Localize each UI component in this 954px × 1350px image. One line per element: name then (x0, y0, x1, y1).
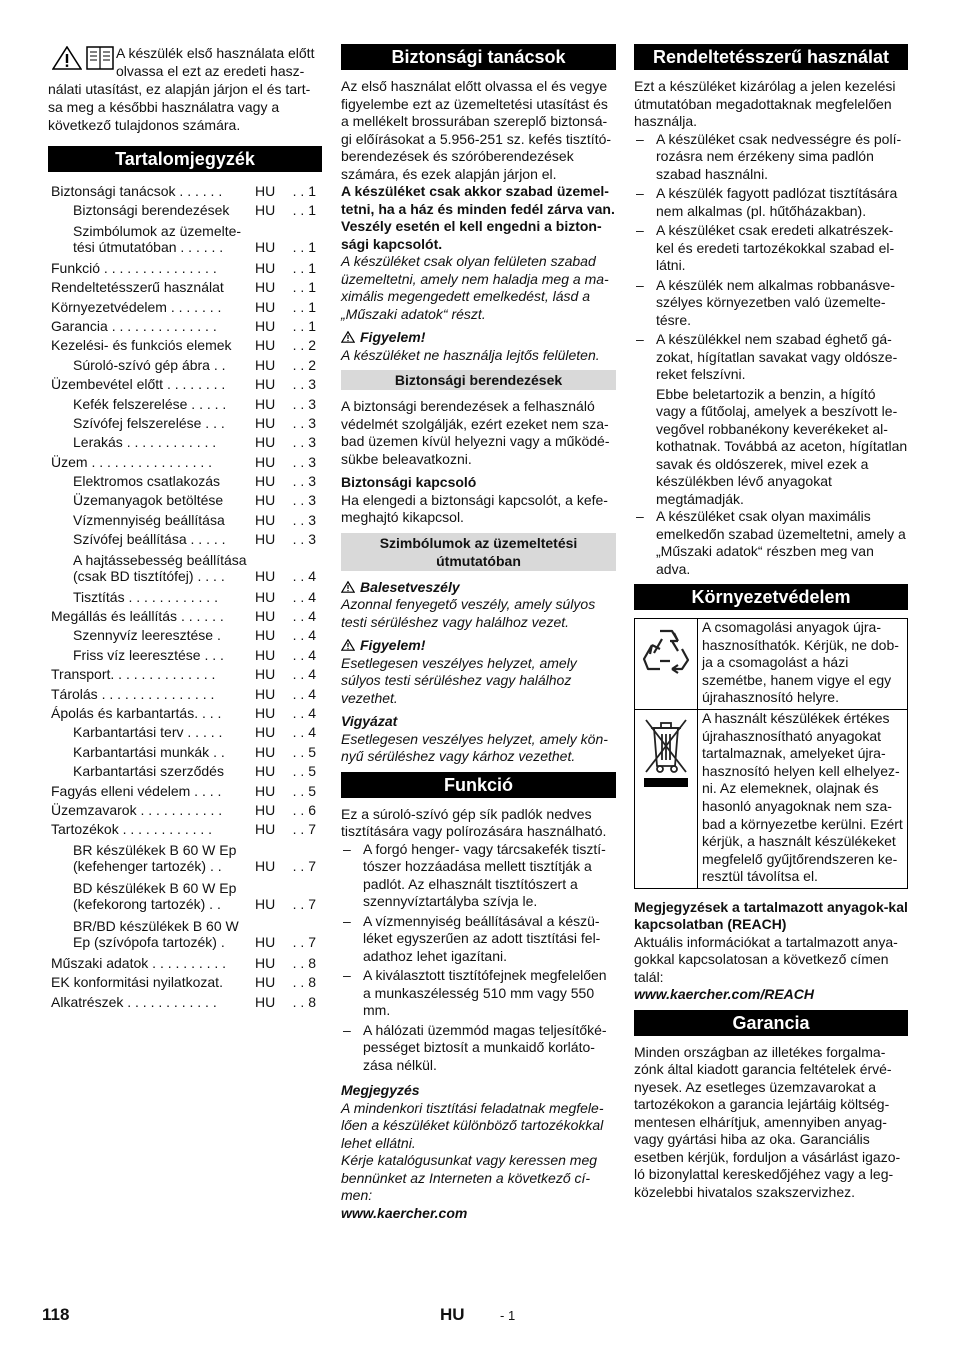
toc-item-lang: HU (255, 453, 276, 470)
footer-lang: HU (440, 1305, 465, 1324)
toc-item-page: . . 1 (292, 183, 316, 199)
env-row-devices (635, 709, 907, 888)
toc-item[interactable] (48, 820, 322, 839)
toc-item-page: . . 6 (292, 801, 316, 818)
toc-item[interactable] (48, 626, 322, 645)
toc-item-page: . . 1 (292, 298, 316, 315)
toc-item-title: Lerakás . . . . . . . . . . . . (73, 434, 217, 451)
toc-item[interactable] (48, 607, 322, 626)
switch-text: Ha elengedi a biztonsági kapcsolót, a kefe-meghajtó kikapcsol. (341, 491, 608, 525)
toc-item-page: . . 7 (292, 933, 316, 950)
list-item: – A vízmennyiség beállításával a készü-léket egyszerűen az adott tisztítási fel-adathoz lehet igazítani. (343, 912, 601, 964)
toc-item-lang: HU (255, 704, 276, 721)
toc-item-lang: HU (255, 511, 276, 528)
toc-item-lang: HU (255, 627, 276, 644)
reach-title: Megjegyzések a tartalmazott anyagok-kal kapcsolatban (REACH) (634, 898, 908, 933)
toc-item-title: Szívófej felszerelése . . . (73, 414, 225, 431)
toc-item-title: Szívófej beállítása . . . . . (73, 531, 226, 548)
toc-item[interactable] (48, 317, 322, 336)
toc-item-page: . . 3 (292, 395, 316, 412)
env-title: Környezetvédelem (634, 584, 908, 610)
toc-item-page: . . 4 (292, 588, 316, 605)
toc-item-page: . . 4 (292, 724, 316, 741)
footer-page-ref-text: - 1 (500, 1308, 516, 1323)
toc-item-title: Garancia . . . . . . . . . . . . . . (51, 317, 217, 334)
toc-item-lang: HU (255, 395, 276, 412)
toc-item-title: Biztonsági berendezések (73, 202, 230, 219)
toc-item-title: Fagyás elleni védelem . . . . (51, 782, 222, 799)
toc-item-page: . . 4 (292, 608, 316, 625)
list-item: – A készülékkel nem szabad éghető gá-zokat, hígítatlan savakat vagy oldósze-reket felszívni. (636, 331, 898, 382)
toc-item-title: Funkció . . . . . . . . . . . . . . . (51, 259, 217, 276)
toc-item-page: . . 7 (292, 821, 316, 838)
toc-item-title: Üzemanyagok betöltése (73, 492, 224, 509)
toc-item[interactable] (48, 646, 322, 665)
toc-item[interactable] (48, 840, 322, 878)
toc-item-lang: HU (255, 356, 276, 373)
toc-item[interactable] (48, 433, 322, 452)
toc-item-page: . . 1 (292, 259, 316, 276)
devices-text: A biztonsági berendezések a felhasználó védelmét szolgálják, ezért ezeket nem sza-bad üzemen kívül helyezni vagy a működé-sükbe beleavatkozni. (341, 398, 610, 467)
toc-item-lang: HU (255, 183, 276, 199)
toc-item-page: . . 4 (292, 704, 316, 721)
toc-item[interactable] (48, 723, 322, 742)
toc-item-page: . . 8 (292, 974, 316, 991)
toc-item-title: Kezelési- és funkciós elemek (51, 337, 232, 354)
toc-item-title: Üzembevétel előtt . . . . . . . . (51, 376, 226, 393)
toc-item-page: . . 4 (292, 567, 316, 584)
toc-item-lang: HU (255, 666, 276, 683)
safety-title: Biztonsági tanácsok (341, 44, 616, 70)
intro-notice (48, 44, 322, 80)
toc-item-title: BD készülékek B 60 W Ep (kefekorong tartozék) . . (73, 879, 237, 913)
toc-item[interactable] (48, 762, 322, 781)
toc-item-lang: HU (255, 434, 276, 451)
toc-item[interactable] (48, 511, 322, 530)
toc-item-lang: HU (255, 238, 276, 255)
page-number: 118 (42, 1305, 70, 1324)
toc-item-lang: HU (255, 857, 276, 874)
toc-item-title: Friss víz leeresztése . . . (73, 646, 224, 663)
toc-item-lang: HU (255, 743, 276, 760)
list-item: – A készüléket csak nedvességre és polí-rozásra nem érzékeny sima padlón szabad használni. (636, 130, 902, 182)
toc-item[interactable] (48, 685, 322, 704)
warranty-title: Garancia (634, 1010, 908, 1036)
danger-label: Balesetveszély (341, 579, 616, 597)
function-list (341, 841, 616, 1075)
devices-title: Biztonsági berendezések (341, 370, 616, 390)
column-right (634, 44, 908, 1201)
toc-item[interactable] (48, 530, 322, 549)
note-label: Megjegyzés (341, 1082, 420, 1098)
crossed-bin-icon (640, 714, 692, 794)
warning-triangle-icon (341, 581, 355, 593)
usage-list (634, 131, 908, 384)
list-item: – A készülék nem alkalmas robbanásve-szélyes környezetben való üzemelte-tésre. (636, 276, 895, 328)
caution-label: Vigyázat (341, 713, 398, 729)
toc-item-title: Környezetvédelem . . . . . . . (51, 298, 222, 315)
toc-item[interactable] (48, 801, 322, 820)
footer-page-ref (500, 1306, 515, 1325)
env-table (634, 618, 908, 889)
toc-item-page: . . 3 (292, 531, 316, 548)
toc-item-lang: HU (255, 993, 276, 1010)
toc-item-page: . . 4 (292, 685, 316, 702)
toc-item-lang: HU (255, 974, 276, 991)
list-item: – A hálózati üzemmód magas teljesítőké-pességet biztosít a munkaidő korláto-zása nélkül. (343, 1021, 607, 1073)
toc-item-lang: HU (255, 414, 276, 431)
toc-item-title: Műszaki adatok . . . . . . . . . . (51, 954, 227, 971)
warranty-text: Minden országban az illetékes forgalma-zónk által kiadott garancia feltételek érvé-nyesek. Az esetleges üzemzavarokat a tartozékokon a garancia lejártáig költség-mentesen elhárítjuk, amennyiben anyag-vagy gyártási hiba az oka. Garanciális esetben kérjük, forduljon a vásárlást igazo-ló bizonylattal kereskedőjéhez vagy a leg-közelebbi hivatalos szakszervizhez. (634, 1043, 901, 1200)
toc-item[interactable] (48, 414, 322, 433)
toc-item-title: Rendeltetésszerű használat (51, 279, 224, 296)
toc-item-lang: HU (255, 279, 276, 296)
toc-item-lang: HU (255, 801, 276, 818)
website-link[interactable]: www.kaercher.com (341, 1204, 468, 1221)
toc-item[interactable] (48, 665, 322, 684)
toc-item-title: Karbantartási munkák . . (73, 743, 225, 760)
reach-link[interactable]: www.kaercher.com/REACH (634, 986, 814, 1003)
switch-title: Biztonsági kapcsoló (341, 474, 477, 490)
toc-item-page: . . 5 (292, 782, 316, 799)
toc-item-page: . . 3 (292, 434, 316, 451)
toc-item-lang: HU (255, 492, 276, 509)
toc-item-page: . . 3 (292, 492, 316, 509)
toc-item[interactable] (48, 491, 322, 510)
toc-item-title: Üzemzavarok . . . . . . . . . . . (51, 801, 223, 818)
toc-item-page: . . 1 (292, 279, 316, 296)
toc-item-page: . . 3 (292, 473, 316, 490)
toc-item-title: Üzem . . . . . . . . . . . . . . . . (51, 453, 213, 470)
toc-item-title: Biztonsági tanácsok . . . . . . (51, 183, 223, 199)
toc-item[interactable] (48, 550, 322, 588)
toc-item-page: . . 2 (292, 356, 316, 373)
toc-item[interactable] (48, 993, 322, 1012)
toc-item-title: Tartozékok . . . . . . . . . . . . (51, 821, 213, 838)
list-item: – A készüléket csak eredeti alkatrészek-kel és eredeti tartozékokkal szabad el-látni. (636, 222, 895, 273)
toc-item-page: . . 4 (292, 666, 316, 683)
toc-item[interactable] (48, 336, 322, 355)
toc-item-lang: HU (255, 337, 276, 354)
toc-item-page: . . 3 (292, 376, 316, 393)
toc-item[interactable] (48, 259, 322, 278)
toc-item-lang: HU (255, 821, 276, 838)
toc-item-lang: HU (255, 473, 276, 490)
toc-item-page: . . 2 (292, 337, 316, 354)
toc-item[interactable] (48, 453, 322, 472)
note-text: A mindenkori tisztítási feladatnak megfele-lően a készüléket különböző tartozékokkal lehet ellátni. (341, 1099, 604, 1151)
env-row-packaging (635, 619, 907, 709)
safety-p3: A készüléket csak olyan felületen szabad üzemeltetni, amely nem haladja meg a ma-ximális megengedett emelkedést, lásd a „Műszaki adatok“ részt. (341, 253, 609, 322)
toc-item[interactable] (48, 973, 322, 992)
safety-p2: A készüléket csak akkor szabad üzemel-tetni, ha a ház és minden fedél zárva van. Veszély esetén el kell engedni a bizton-sági kapcsolót. (341, 183, 615, 252)
intro-first-line: A készülék első használata előtt olvassa el ezt az eredeti hasz- (116, 45, 315, 79)
toc-item[interactable] (48, 395, 322, 414)
column-middle (341, 44, 616, 1222)
toc-item-title: Ápolás és karbantartás. . . . (51, 704, 222, 721)
toc-item[interactable] (48, 472, 322, 491)
toc-item-title: Tisztítás . . . . . . . . . . . . (73, 588, 218, 605)
toc-item[interactable] (48, 782, 322, 801)
toc-item-title: EK konformitási nyilatkozat. (51, 974, 223, 991)
usage-extra: Ebbe beletartozik a benzin, a hígító vagy a fűtőolaj, amelyek a beszívott le-vegővel robbanékony keverékeket al-kothatnak. Továbbá az aceton, hígítatlan savak és oldószerek, mivel ezek a készülékben lévő anyagokat megtámadják. (656, 385, 908, 507)
toc-item[interactable] (48, 182, 322, 201)
toc-item[interactable] (48, 356, 322, 375)
toc-item-page: . . 7 (292, 857, 316, 874)
toc-item-title: Tárolás . . . . . . . . . . . . . . . (51, 685, 215, 702)
function-intro: Ez a súroló-szívó gép sík padlók nedves tisztítására vagy polírozására használható. (341, 805, 607, 839)
toc-item[interactable] (48, 298, 322, 317)
attention-text: A készüléket ne használja lejtős felületen. (341, 346, 600, 363)
toc-item[interactable] (48, 278, 322, 297)
toc-item-page: . . 7 (292, 895, 316, 912)
toc-item-page: . . 3 (292, 511, 316, 528)
toc-item-lang: HU (255, 954, 276, 971)
warning-triangle-icon (341, 639, 355, 651)
toc-item-lang: HU (255, 724, 276, 741)
packaging-text: A csomagolási anyagok újra-hasznosíthatók. Kérjük, ne dob-ja a csomagolást a házi szemétbe, hanem vigye el egy újrahasznosító helyre. (702, 619, 899, 706)
danger-text: Azonnal fenyegető veszély, amely súlyos testi sérüléshez vagy halálhoz vezet. (341, 596, 596, 630)
function-title: Funkció (341, 772, 616, 798)
toc-item[interactable] (48, 201, 322, 220)
toc-item[interactable] (48, 878, 322, 916)
toc-item-lang: HU (255, 763, 276, 780)
list-item: – A kiválasztott tisztítófejnek megfelelően a munkaszélesség 510 mm vagy 550 mm. (343, 967, 607, 1018)
toc-item-page: . . 8 (292, 954, 316, 971)
toc-item-title: BR/BD készülékek B 60 W Ep (szívópofa tartozék) . (73, 917, 239, 951)
warning-triangle-icon (341, 331, 355, 343)
caution-text: Esetlegesen veszélyes helyzet, amely kön-nyű sérüléshez vagy kárhoz vezethet. (341, 730, 608, 764)
list-item: – A forgó henger- vagy tárcsakefék tisztí-tószer hozzáadása mellett tisztítják a padlót. Az elhasznált tisztítószert a szennyvíztartályba szívja le. (343, 840, 606, 909)
symbols-title: Szimbólumok az üzemeltetési útmutatóban (341, 533, 616, 571)
toc-item-page: . . 5 (292, 763, 316, 780)
toc-item-lang: HU (255, 895, 276, 912)
usage-intro: Ezt a készüléket kizárólag a jelen kezelési útmutatóban megadottaknak megfelelően használja. (634, 78, 896, 129)
toc-item-lang: HU (255, 933, 276, 950)
column-left (48, 44, 322, 1012)
toc-item-lang: HU (255, 376, 276, 393)
toc-item-page: . . 3 (292, 414, 316, 431)
toc-title: Tartalomjegyzék (48, 146, 322, 172)
note-text-2: Kérje katalógusunkat vagy keressen meg bennünket az Interneten a következő cí-men: (341, 1152, 598, 1203)
toc-item-page: . . 3 (292, 453, 316, 470)
toc-item-title: A hajtássebesség beállítása (csak BD tisztítófej) . . . . (73, 551, 247, 585)
toc-item-title: BR készülékek B 60 W Ep (kefehenger tartozék) . . (73, 841, 237, 875)
toc-item-title: Szimbólumok az üzemelte-tési útmutatóban . . . . . . (73, 222, 242, 256)
table-of-contents (48, 182, 322, 1012)
toc-item-lang: HU (255, 588, 276, 605)
toc-item[interactable] (48, 375, 322, 394)
manual-book-icon (86, 46, 114, 70)
toc-item[interactable] (48, 704, 322, 723)
attention-label: Figyelem! (341, 329, 616, 347)
toc-item[interactable] (48, 916, 322, 954)
toc-item-page: . . 1 (292, 202, 316, 219)
safety-p1: Az első használat előtt olvassa el és vegye figyelembe ezt az üzemeltetési utasítást és a mellékelt brossurában szereplő biztonsá-gi előírásokat a 5.956-251 sz. kefés tisztító-berendezések és szóróberendezések számára, és ezek alapján járjon el. (341, 78, 612, 182)
list-item: – A készülék fagyott padlózat tisztítására nem alkalmas (pl. hűtőházakban). (636, 185, 898, 219)
intro-icons (52, 46, 114, 70)
reach-text: Aktuális információkat a tartalmazott anya-gokkal kapcsolatosan a következő címen talál: (634, 933, 898, 985)
toc-item-lang: HU (255, 298, 276, 315)
toc-item-title: Alkatrészek . . . . . . . . . . . . (51, 993, 217, 1010)
toc-item-title: Transport. . . . . . . . . . . . . . (51, 666, 216, 683)
toc-item[interactable] (48, 588, 322, 607)
toc-item-lang: HU (255, 202, 276, 219)
toc-item[interactable] (48, 954, 322, 973)
toc-item-page: . . 8 (292, 993, 316, 1010)
intro-rest: nálati utasítást, ez alapján járjon el és tart-sa meg a későbbi használatra vagy a következő tulajdonos számára. (48, 81, 311, 133)
devices-text: A használt készülékek értékes újrahasznosítható anyagokat tartalmaznak, amelyeket újra-hasznosító helyen kell elhelyez-ni. Az elemeknek, olajnak és hasonló anyagoknak nem sza-bad a környezetbe kerülni. Ezért kérjük, a használt készülékeket megfelelő gyűjtőrendszeren ke-resztül távolítsa el. (702, 709, 903, 885)
toc-item-lang: HU (255, 646, 276, 663)
toc-item-title: Karbantartási szerződés (73, 763, 224, 780)
toc-item-title: Vízmennyiség beállítása (73, 511, 225, 528)
toc-item[interactable] (48, 743, 322, 762)
toc-item[interactable] (48, 221, 322, 259)
recycling-icon (640, 623, 692, 675)
toc-item-page: . . 1 (292, 238, 316, 255)
toc-item-title: Szennyvíz leeresztése . (73, 627, 221, 644)
toc-item-lang: HU (255, 317, 276, 334)
toc-item-lang: HU (255, 608, 276, 625)
toc-item-page: . . 5 (292, 743, 316, 760)
warning-label: Figyelem! (341, 637, 616, 655)
toc-item-lang: HU (255, 531, 276, 548)
toc-item-title: Karbantartási terv . . . . . (73, 724, 223, 741)
toc-item-page: . . 4 (292, 646, 316, 663)
toc-item-title: Súroló-szívó gép ábra . . (73, 356, 226, 373)
toc-item-lang: HU (255, 567, 276, 584)
warning-text: Esetlegesen veszélyes helyzet, amely súlyos testi sérüléshez vagy halálhoz vezethet. (341, 654, 577, 706)
toc-item-lang: HU (255, 782, 276, 799)
toc-item-page: . . 4 (292, 627, 316, 644)
list-item: – A készüléket csak olyan maximális emelkedőn szabad üzemeltetni, amely a „Műszaki adatok“ részben meg van adva. (636, 508, 906, 577)
warning-triangle-icon (52, 46, 82, 70)
toc-item-title: Megállás és leállítás . . . . . . (51, 608, 224, 625)
toc-item-lang: HU (255, 259, 276, 276)
usage-title: Rendeltetésszerű használat (634, 44, 908, 70)
toc-item-title: Elektromos csatlakozás (73, 473, 221, 490)
toc-item-page: . . 1 (292, 317, 316, 334)
toc-item-lang: HU (255, 685, 276, 702)
toc-item-title: Kefék felszerelése . . . . . (73, 395, 227, 412)
